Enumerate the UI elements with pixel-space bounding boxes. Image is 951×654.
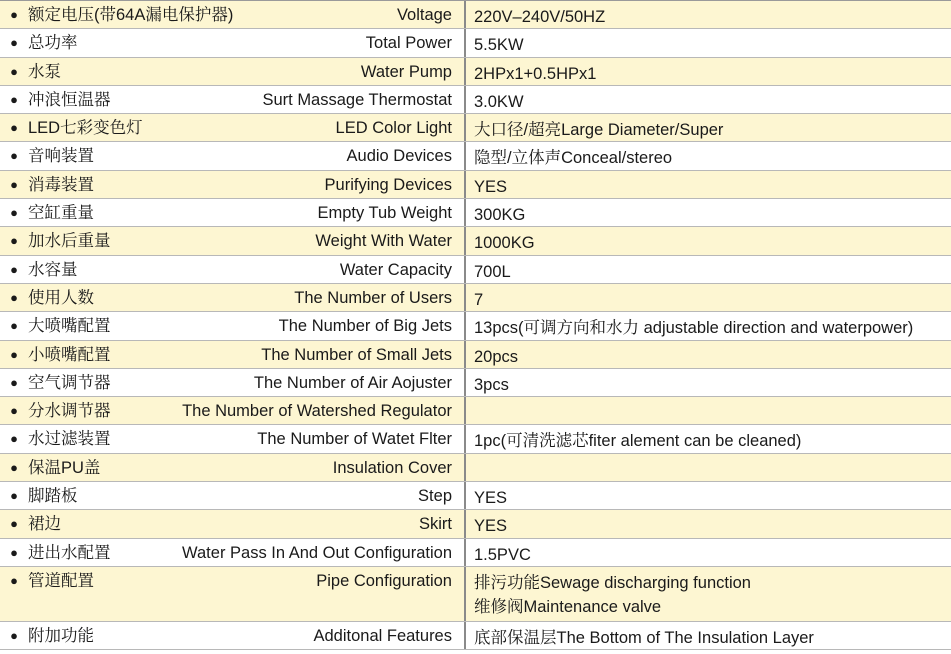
spec-row (0, 425, 951, 453)
spec-value: 2HPx1+0.5HPx1 (474, 64, 597, 83)
spec-label-cell (0, 256, 466, 283)
spec-value: 底部保温层The Bottom of The Insulation Layer (474, 628, 814, 647)
spec-row (0, 369, 951, 397)
spec-value: 700L (474, 262, 511, 281)
spec-row (0, 1, 951, 29)
spec-label-cell (0, 510, 466, 537)
spec-value: 3.0KW (474, 92, 524, 111)
spec-label-cell (0, 369, 466, 396)
spec-label-en: Total Power (365, 34, 452, 53)
spec-label-zh: 小喷嘴配置 (28, 345, 111, 364)
spec-label-cell (0, 397, 466, 424)
spec-label-zh: 空气调节器 (28, 373, 111, 392)
spec-label-zh: 裙边 (28, 515, 61, 534)
spec-label-zh: 附加功能 (28, 626, 94, 645)
spec-label-zh: 消毒装置 (28, 175, 94, 194)
spec-label-zh: 使用人数 (28, 288, 94, 307)
spec-value-cell (466, 1, 951, 28)
spec-value: YES (474, 517, 508, 536)
bullet-icon: ● (10, 261, 18, 277)
spec-value-cell (466, 29, 951, 56)
spec-value-cell (466, 482, 951, 509)
spec-row (0, 86, 951, 114)
spec-label-zh: 管道配置 (28, 571, 94, 590)
bullet-icon: ● (10, 627, 18, 643)
spec-label-en: The Number of Watershed Regulator (182, 402, 452, 421)
spec-row (0, 567, 951, 622)
bullet-icon: ● (10, 176, 18, 192)
spec-label-en: The Number of Big Jets (278, 317, 452, 336)
spec-label-cell (0, 29, 466, 56)
spec-value: 220V–240V/50HZ (474, 8, 606, 26)
spec-value-cell (466, 567, 951, 621)
spec-label-cell (0, 114, 466, 141)
spec-value: 5.5KW (474, 36, 524, 55)
spec-value-cell (466, 199, 951, 226)
bullet-icon: ● (10, 318, 18, 334)
bullet-icon: ● (10, 346, 18, 362)
bullet-icon: ● (10, 289, 18, 305)
bullet-icon: ● (10, 431, 18, 447)
spec-label-zh: 水泵 (28, 62, 61, 81)
spec-row (0, 171, 951, 199)
spec-label-cell (0, 227, 466, 254)
spec-value-cell (466, 256, 951, 283)
spec-label-zh: 音响装置 (28, 147, 94, 166)
spec-label-en: The Number of Small Jets (261, 345, 452, 364)
spec-label-cell (0, 425, 466, 452)
bullet-icon: ● (10, 516, 18, 532)
spec-row (0, 114, 951, 142)
spec-value-cell (466, 312, 951, 339)
spec-label-cell (0, 86, 466, 113)
spec-value-cell (466, 114, 951, 141)
spec-value: 13pcs(可调方向和水力 adjustable direction and waterpower) (474, 319, 914, 338)
spec-label-en: Skirt (419, 515, 452, 534)
spec-value-cell (466, 539, 951, 566)
spec-label-cell (0, 341, 466, 368)
bullet-icon: ● (10, 120, 18, 136)
spec-row (0, 29, 951, 57)
spec-label-cell (0, 622, 466, 649)
spec-label-en: Water Capacity (339, 260, 452, 279)
spec-value-cell (466, 284, 951, 311)
spec-value-cell (466, 171, 951, 198)
spec-row (0, 58, 951, 86)
spec-value-cell (466, 510, 951, 537)
spec-row (0, 510, 951, 538)
bullet-icon: ● (10, 91, 18, 107)
spec-label-zh: 加水后重量 (28, 232, 111, 251)
spec-value-cell (466, 58, 951, 85)
spec-row (0, 397, 951, 425)
spec-label-cell (0, 539, 466, 566)
spec-label-en: Additonal Features (313, 626, 452, 645)
spec-label-en: Empty Tub Weight (317, 204, 452, 223)
spec-label-en: The Number of Watet Flter (257, 430, 452, 449)
spec-label-cell (0, 312, 466, 339)
spec-value: 大口径/超亮Large Diameter/Super (474, 121, 724, 140)
bullet-icon: ● (10, 374, 18, 390)
spec-value: 20pcs (474, 347, 519, 366)
spec-row (0, 142, 951, 170)
spec-label-cell (0, 1, 466, 28)
spec-value: 维修阀Maintenance valve (474, 597, 662, 616)
spec-label-zh: LED七彩变色灯 (28, 119, 143, 138)
spec-value: 1.5PVC (474, 545, 531, 564)
spec-value: 3pcs (474, 375, 509, 394)
spec-label-cell (0, 58, 466, 85)
spec-value-cell (466, 425, 951, 452)
spec-label-zh: 水过滤装置 (28, 430, 111, 449)
spec-value: YES (474, 177, 508, 196)
spec-label-zh: 冲浪恒温器 (28, 90, 111, 109)
spec-row (0, 199, 951, 227)
spec-label-en: The Number of Air Aojuster (253, 373, 452, 392)
spec-label-cell (0, 284, 466, 311)
spec-value-cell (466, 454, 951, 481)
spec-label-en: Water Pass In And Out Configuration (182, 543, 452, 562)
spec-label-en: Pipe Configuration (316, 571, 452, 590)
spec-label-cell (0, 482, 466, 509)
spec-row (0, 312, 951, 340)
spec-row (0, 227, 951, 255)
spec-value: 隐型/立体声Conceal/stereo (474, 149, 673, 168)
spec-value: YES (474, 489, 508, 508)
spec-label-cell (0, 567, 466, 621)
bullet-icon: ● (10, 459, 18, 475)
spec-label-zh: 总功率 (28, 34, 78, 53)
spec-label-zh: 进出水配置 (28, 543, 111, 562)
spec-value: 1pc(可清洗滤芯fiter alement can be cleaned) (474, 432, 802, 451)
spec-row (0, 256, 951, 284)
spec-row (0, 482, 951, 510)
spec-label-en: Purifying Devices (324, 175, 452, 194)
spec-label-zh: 水容量 (28, 260, 78, 279)
bullet-icon: ● (10, 572, 18, 588)
spec-label-en: LED Color Light (335, 119, 452, 138)
bullet-icon: ● (10, 7, 18, 22)
spec-label-en: Step (418, 487, 452, 506)
spec-label-en: Insulation Cover (332, 458, 452, 477)
spec-label-en: Surt Massage Thermostat (262, 90, 452, 109)
spec-label-en: Voltage (396, 6, 452, 24)
spec-row (0, 539, 951, 567)
spec-label-en: Audio Devices (346, 147, 452, 166)
spec-label-cell (0, 142, 466, 169)
bullet-icon: ● (10, 233, 18, 249)
spec-row (0, 284, 951, 312)
spec-label-en: Weight With Water (315, 232, 452, 251)
spec-label-zh: 分水调节器 (28, 402, 111, 421)
spec-row (0, 454, 951, 482)
bullet-icon: ● (10, 544, 18, 560)
spec-value: 1000KG (474, 234, 535, 253)
spec-label-cell (0, 199, 466, 226)
spec-row (0, 341, 951, 369)
spec-value-cell (466, 397, 951, 424)
spec-label-cell (0, 454, 466, 481)
bullet-icon: ● (10, 63, 18, 79)
spec-value-cell (466, 86, 951, 113)
spec-label-zh: 大喷嘴配置 (28, 317, 111, 336)
spec-row (0, 622, 951, 650)
spec-value-cell (466, 622, 951, 649)
spec-label-cell (0, 171, 466, 198)
spec-value: 300KG (474, 206, 526, 225)
spec-value-cell (466, 341, 951, 368)
bullet-icon: ● (10, 148, 18, 164)
bullet-icon: ● (10, 488, 18, 504)
bullet-icon: ● (10, 205, 18, 221)
spec-label-en: Water Pump (360, 62, 452, 81)
spec-label-zh: 空缸重量 (28, 204, 94, 223)
spec-label-en: The Number of Users (294, 288, 452, 307)
bullet-icon: ● (10, 403, 18, 419)
spec-label-zh: 额定电压(带64A漏电保护器) (28, 6, 234, 24)
spec-label-zh: 保温PU盖 (28, 458, 101, 477)
spec-value-cell (466, 142, 951, 169)
spec-value-cell (466, 227, 951, 254)
spec-value: 7 (474, 290, 484, 309)
bullet-icon: ● (10, 35, 18, 51)
spec-label-zh: 脚踏板 (28, 487, 78, 506)
spec-value: 排污功能Sewage discharging function (474, 573, 751, 592)
spec-value-cell (466, 369, 951, 396)
